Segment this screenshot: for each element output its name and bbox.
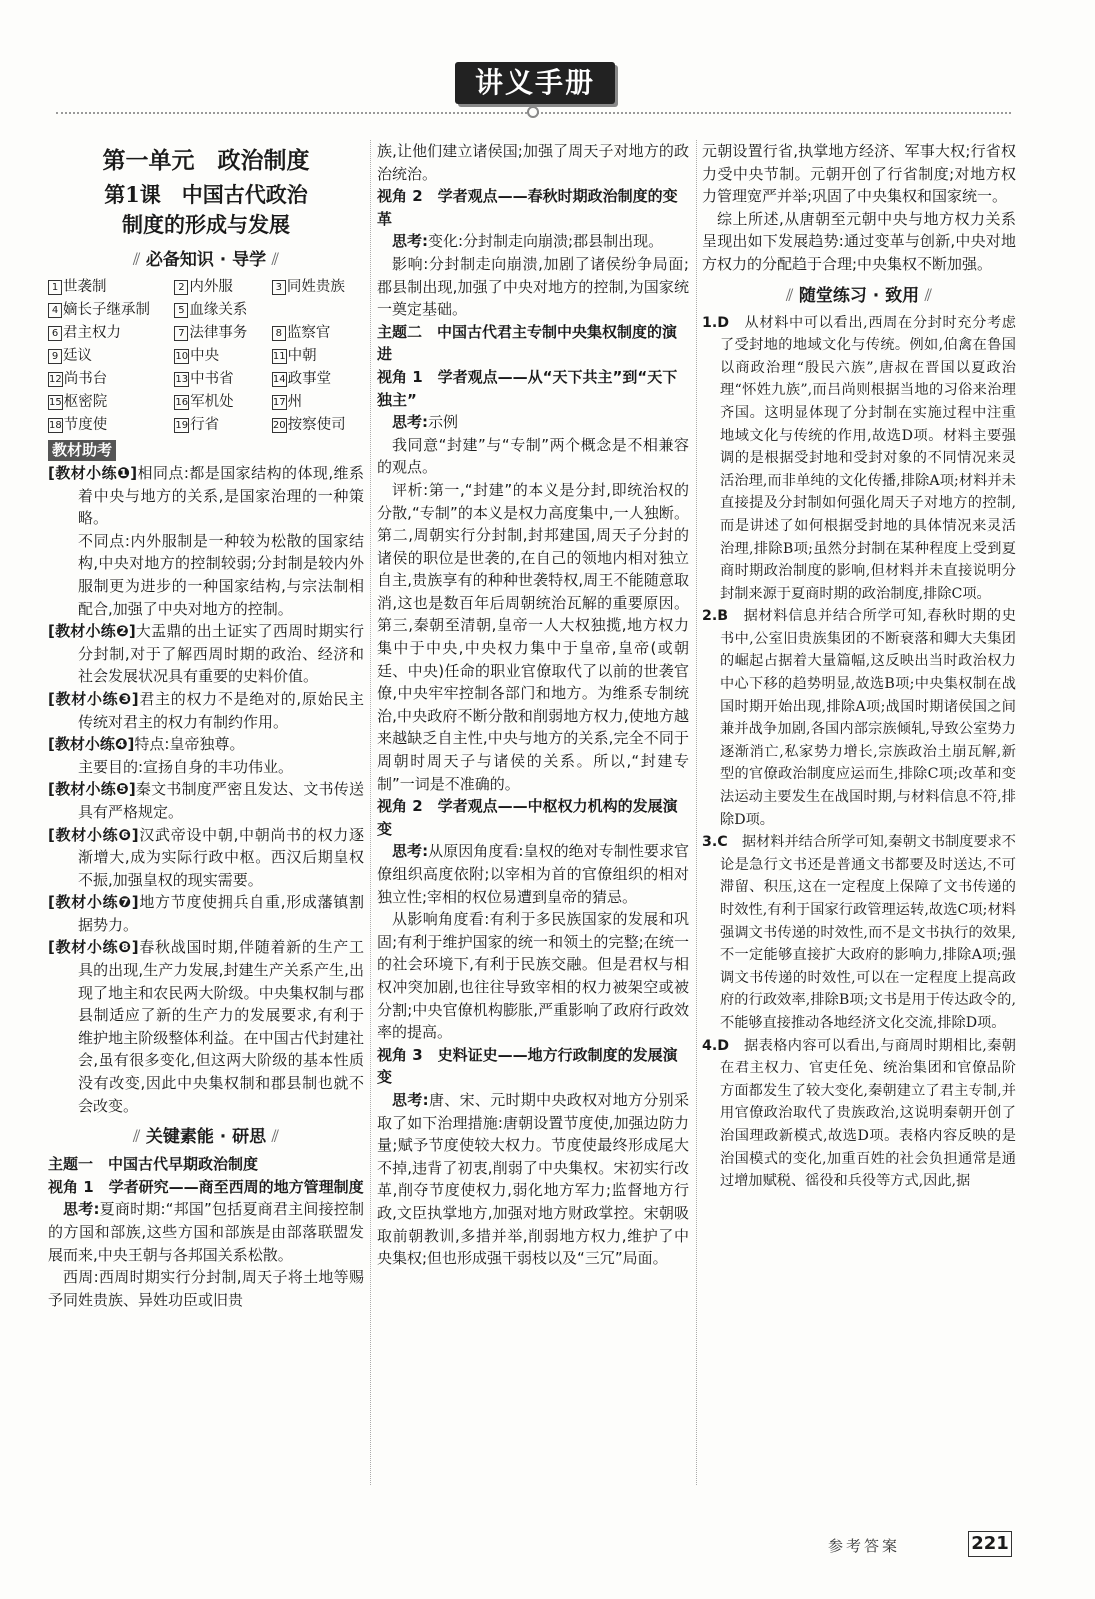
answer-item: 3.C 据材料并结合所学可知,秦朝文书制度要求不论是急行文书还是普通文书都要及时送达,不可滞留、积压,这在一定程度上保障了文书传递的时效性,有利于国家行政管理运转,故选C项;材料强调文书传递的时效性,而不是文书执行的效果,不一定能够直接扩大政府的影响力,排除A项;强调文书传递的时效性,可以在一定程度上提高政府的行政效率,排除B项;文书是用于传达政令的,不能够直接推动各地经济文化交流,排除D项。 xyxy=(702,834,1016,1031)
think-paragraph: 影响:分封制走向崩溃,加剧了诸侯纷争局面;郡县制出现,加强了中央对地方的控制,为国家统一奠定基础。 xyxy=(377,254,689,319)
term-text: 世袭制 xyxy=(63,279,107,295)
term-item xyxy=(272,276,364,299)
section-heading-prep: ⫽ 必备知识 · 导学 ⫽ xyxy=(132,250,280,270)
section-heading-practice: ⫽ 随堂练习 · 致用 ⫽ xyxy=(785,285,933,306)
think-paragraph: 思考:唐、宋、元时期中央政权对地方分别采取了如下治理措施:唐朝设置节度使,加强边防力量;赋予节度使较大权力。节度使最终形成尾大不掉,违背了初衷,削弱了中央集权。宋初实行改革,削夺节度使权力,弱化地方军力;监督地方行政,文臣执掌地方,加强对地方财政掌控。宋朝吸取前朝教训,多措并举,削弱地方权力,维护了中央集权;但也形成强干弱枝以及“三冗”局面。 xyxy=(377,1090,689,1268)
term-number: 15 xyxy=(49,397,62,408)
term-number: 3 xyxy=(272,280,286,295)
text-paragraph: 综上所述,从唐朝至元朝中央与地方权力关系呈现出如下发展趋势:通过变革与创新,中央对地方权力的分配趋于合理;中央集权不断加强。 xyxy=(702,209,1016,273)
topic-heading: 主题一 中国古代早期政治制度 xyxy=(48,1155,259,1174)
exercise-answer: [教材小练❽]春秋战国时期,伴随着新的生产工具的出现,生产力发展,封建生产关系产生,出现了地主和农民两大阶级。中央集权制与郡县制适应了新的生产力的发展要求,有利于维护地主阶级整体利益。在中国古代封建社会,虽有很多变化,但这两大阶级的基本性质没有改变,因此中央集权制和郡县制也就不会改变。 xyxy=(48,938,364,1115)
text-paragraph: 族,让他们建立诸侯国;加强了周天子对地方的政治统治。 xyxy=(377,142,689,183)
assist-tag: 教材助考 xyxy=(48,440,116,461)
term-item xyxy=(48,276,168,299)
term-text: 血缘关系 xyxy=(189,302,248,318)
term-number: 10 xyxy=(175,351,189,362)
view-heading: 视角 3 史料证史——地方行政制度的发展演变 xyxy=(377,1045,678,1087)
term-text: 枢密院 xyxy=(63,394,108,410)
term-text: 中朝 xyxy=(287,348,317,364)
term-item xyxy=(174,414,265,437)
term-text: 君主权力 xyxy=(63,325,121,341)
lesson-title: 第1课 中国古代政治 xyxy=(104,182,308,207)
think-paragraph: 评析:第一,“封建”的本义是分封,即统治权的分散,“专制”的本义是权力高度集中,一人独断。第二,周朝实行分封制,封邦建国,周天子分封的诸侯的职位是世袭的,在自己的领地内相对独立自主,贵族享有的种种世袭特权,周王不能随意取消,这也是数百年后周朝统治瓦解的重要原因。第三,秦朝至清朝,皇帝一人大权独揽,地方权力集中于中央,中央权力集中于皇帝,皇帝(或朝廷、中央)任命的职业官僚取代了以前的世袭官僚,中央牢牢控制各部门和地方。为维系专制统治,中央政府不断分散和削弱地方权力,使地方越来越缺乏自主性,中央与地方的关系,完全不同于周朝时周天子与诸侯的关系。所以,“封建专制”一词是不准确的。 xyxy=(377,480,689,793)
term-number: 9 xyxy=(48,349,62,364)
exercise-answer: [教材小练❶]相同点:都是国家结构的体现,维系着中央与地方的关系,是国家治理的一种策略。 xyxy=(48,464,364,528)
term-item xyxy=(272,322,364,345)
exercise-answer-cont: 主要目的:宣扬自身的丰功伟业。 xyxy=(78,757,294,776)
term-text: 法律事务 xyxy=(189,325,248,341)
term-number: 19 xyxy=(175,420,189,431)
term-item xyxy=(48,345,168,368)
term-number: 2 xyxy=(174,280,188,295)
term-item xyxy=(272,345,364,368)
section-heading-key: ⫽ 关键素能 · 研思 ⫽ xyxy=(132,1127,280,1148)
term-text: 政事堂 xyxy=(287,371,332,387)
term-number: 5 xyxy=(174,303,188,318)
term-text: 军机处 xyxy=(190,394,234,410)
term-number: 13 xyxy=(175,374,189,385)
term-number: 20 xyxy=(272,420,286,431)
column-divider xyxy=(370,140,371,1485)
answer-item: 4.D 据表格内容可以看出,与商周时期相比,秦朝在君主权力、官吏任免、统治集团和官僚品阶方面都发生了较大变化,秦朝建立了君主专制,并用官僚政治取代了贵族政治,这说明秦朝开创了治国理政新模式,故选D项。表格内容反映的是治国模式的变化,加重百姓的社会负担通常是通过增加赋税、徭役和兵役等方式,因此,据 xyxy=(702,1037,1016,1190)
term-text: 中书省 xyxy=(190,371,234,387)
think-paragraph: 西周:西周时期实行分封制,周天子将土地等赐予同姓贵族、异姓功臣或旧贵 xyxy=(48,1268,364,1309)
term-item xyxy=(48,299,168,322)
view-heading: 视角 2 学者观点——春秋时期政治制度的变革 xyxy=(377,187,678,228)
view-heading: 视角 1 学者研究——商至西周的地方管理制度 xyxy=(48,1177,364,1196)
term-text: 廷议 xyxy=(63,348,92,364)
header-divider-ornament xyxy=(527,106,539,118)
term-number: 14 xyxy=(272,374,286,385)
term-number: 6 xyxy=(48,326,62,341)
page-number: 221 xyxy=(968,1531,1012,1557)
term-item xyxy=(48,368,168,391)
column-right xyxy=(702,140,1016,1193)
term-number: 8 xyxy=(272,326,286,341)
think-paragraph: 思考:示例 xyxy=(392,413,459,432)
term-number: 16 xyxy=(175,397,189,408)
term-text: 尚书台 xyxy=(63,371,108,387)
term-number: 4 xyxy=(48,303,62,318)
term-item xyxy=(272,299,364,322)
exercise-answer: [教材小练❹]特点:皇帝独尊。 xyxy=(48,735,245,754)
think-paragraph: 思考:变化:分封制走向崩溃;郡县制出现。 xyxy=(392,232,664,251)
term-text: 嫡长子继承制 xyxy=(63,302,150,318)
term-item xyxy=(272,414,364,437)
column-left xyxy=(48,140,364,1311)
term-text: 州 xyxy=(287,394,303,410)
column-divider xyxy=(696,140,697,1485)
term-item xyxy=(272,391,364,414)
term-item xyxy=(174,345,265,368)
exercise-answer: [教材小练❻]汉武帝设中朝,中朝尚书的权力逐渐增大,成为实际行政中枢。西汉后期皇权不振,加强皇权的现实需要。 xyxy=(48,825,364,889)
term-number: 1 xyxy=(48,280,62,295)
lesson-title-line2: 制度的形成与发展 xyxy=(122,212,290,237)
key-terms-list xyxy=(48,276,364,437)
term-item xyxy=(272,368,364,391)
exercise-answer: [教材小练❺]秦文书制度严密且发达、文书传送具有严格规定。 xyxy=(48,780,364,821)
topic-heading: 主题二 中国古代君主专制中央集权制度的演进 xyxy=(377,322,678,364)
term-item xyxy=(48,391,168,414)
exercise-answer-cont: 不同点:内外服制是一种较为松散的国家结构,中央对地方的控制较弱;分封制是较内外服制更为进步的一种国家结构,与宗法制相配合,加强了中央对地方的控制。 xyxy=(78,531,364,618)
term-number: 11 xyxy=(272,351,286,362)
footer-label: 参考答案 xyxy=(828,1537,901,1555)
view-heading: 视角 2 学者观点——中枢权力机构的发展演变 xyxy=(377,797,678,838)
term-item xyxy=(174,368,265,391)
term-number: 7 xyxy=(174,326,188,341)
answer-list xyxy=(702,312,1016,1193)
exercise-answer: [教材小练❷]大盂鼎的出土证实了西周时期实行分封制,对于了解西周时期的政治、经济和社会发展状况具有重要的史料价值。 xyxy=(48,622,364,686)
term-number: 18 xyxy=(49,420,62,431)
term-number: 17 xyxy=(272,397,286,408)
term-text: 监察官 xyxy=(286,325,331,341)
column-middle xyxy=(377,140,689,1270)
term-item xyxy=(174,276,265,299)
term-text: 按察使司 xyxy=(287,417,346,433)
exercise-answer: [教材小练❸]君主的权力不是绝对的,原始民主传统对君主的权力有制约作用。 xyxy=(48,689,364,731)
answer-item: 2.B 据材料信息并结合所学可知,春秋时期的史书中,公室旧贵族集团的不断衰落和卿大夫集团的崛起占据着大量篇幅,这反映出当时政治权力中心下移的趋势明显,故选B项;中央集权制在战国时期开始出现,排除A项;战国时期诸侯国之间兼并战争加剧,各国内部宗族倾轧,导致公室势力逐渐消亡,私家势力增长,宗族政治土崩瓦解,新型的官僚政治制度应运而生,排除C项;改革和变法运动主要发生在战国时期,与材料信息不符,排除D项。 xyxy=(702,608,1016,828)
term-text: 内外服 xyxy=(189,279,233,295)
view-heading: 视角 1 学者观点——从“天下共主”到“天下独主” xyxy=(377,367,678,409)
term-item xyxy=(174,322,265,345)
think-paragraph: 我同意“封建”与“专制”两个概念是不相兼容的观点。 xyxy=(377,435,689,477)
unit-title: 第一单元 政治制度 xyxy=(102,147,310,174)
term-text: 中央 xyxy=(190,348,220,364)
exercise-answer: [教材小练❼]地方节度使拥兵自重,形成藩镇割据势力。 xyxy=(48,893,364,934)
answer-item: 1.D 从材料中可以看出,西周在分封时充分考虑了受封地的地域文化与传统。例如,伯禽在鲁国以商政治理“殷民六族”,唐叔在晋国以夏政治理“怀姓九族”,而吕尚则根据当地的习俗来治理齐国。这明显体现了分封制在实施过程中注重地域文化与传统的作用,故选D项。材料主要强调的是根据受封地和受封对象的不同情况来灵活治理,而非单纯的文化传播,排除A项;材料并未直接提及分封制如何强化周天子对地方的控制,而是讲述了如何根据受封地的具体情况来灵活治理,排除B项;虽然分封制在某种程度上受到夏商时期政治制度的影响,但材料并未直接说明分封制来源于夏商时期的政治制度,排除C项。 xyxy=(702,314,1016,602)
term-item xyxy=(48,322,168,345)
term-text: 行省 xyxy=(190,417,220,433)
think-paragraph: 思考:夏商时期:“邦国”包括夏商君主间接控制的方国和部族,这些方国和部族是由部落联盟发展而来,中央王朝与各邦国关系松散。 xyxy=(48,1200,365,1264)
term-item xyxy=(174,299,265,322)
text-paragraph: 元朝设置行省,执掌地方经济、军事大权;行省权力受中央节制。元朝开创了行省制度;对地方权力管理宽严并举;巩固了中央集权和国家统一。 xyxy=(702,142,1016,206)
page-header-title: 讲义手册 xyxy=(455,62,615,104)
term-number: 12 xyxy=(49,374,62,385)
term-text: 节度使 xyxy=(63,417,108,433)
term-item xyxy=(48,414,168,437)
think-paragraph: 思考:从原因角度看:皇权的绝对专制性要求官僚组织高度依附;以宰相为首的官僚组织的相对独立性;宰相的权位易遭到皇帝的猜忌。 xyxy=(377,842,689,906)
term-item xyxy=(174,391,265,414)
think-paragraph: 从影响角度看:有利于多民族国家的发展和巩固;有利于维护国家的统一和领土的完整;在统一的社会环境下,有利于民族交融。但是君权与相权冲突加剧,也往往导致宰相的权力被架空或被分割;中央官僚机构膨胀,严重影响了政府行政效率的提高。 xyxy=(377,910,689,1042)
term-text: 同姓贵族 xyxy=(286,279,345,295)
